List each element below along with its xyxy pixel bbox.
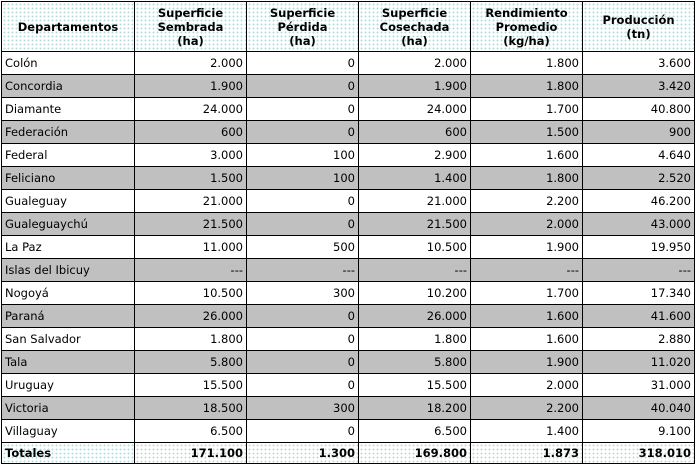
cell-superficie-sembrada: 600 — [135, 121, 247, 144]
cell-superficie-cosechada: 10.500 — [359, 236, 471, 259]
cell-produccion: 43.000 — [583, 213, 695, 236]
cell-superficie-cosechada: 6.500 — [359, 420, 471, 443]
cell-superficie-perdida: 0 — [247, 328, 359, 351]
table-row — [2, 121, 695, 144]
cell-rendimiento-promedio: 2.000 — [471, 213, 583, 236]
cell-superficie-sembrada: 26.000 — [135, 305, 247, 328]
cell-superficie-cosechada: 600 — [359, 121, 471, 144]
cell-departamento: Diamante — [2, 98, 135, 121]
table-row — [2, 328, 695, 351]
cell-rendimiento-promedio: 1.400 — [471, 420, 583, 443]
cell-departamento: Federal — [2, 144, 135, 167]
cell-superficie-perdida: 0 — [247, 98, 359, 121]
table-row — [2, 75, 695, 98]
table-row — [2, 236, 695, 259]
total-superficie-cosechada: 169.800 — [359, 443, 471, 464]
cell-produccion: --- — [583, 259, 695, 282]
cell-superficie-perdida: 0 — [247, 351, 359, 374]
column-header-line: (tn) — [626, 26, 651, 41]
cell-superficie-sembrada: 10.500 — [135, 282, 247, 305]
column-header-produccion — [583, 2, 695, 52]
column-header-line: Sembrada — [157, 19, 224, 34]
cell-superficie-sembrada: 3.000 — [135, 144, 247, 167]
cell-superficie-perdida: 0 — [247, 213, 359, 236]
column-header-line: Pérdida — [277, 19, 328, 34]
cell-rendimiento-promedio: --- — [471, 259, 583, 282]
cell-produccion: 4.640 — [583, 144, 695, 167]
production-table — [1, 1, 695, 464]
column-header-line: Cosechada — [379, 19, 450, 34]
cell-departamento: Tala — [2, 351, 135, 374]
cell-rendimiento-promedio: 1.600 — [471, 144, 583, 167]
cell-departamento: La Paz — [2, 236, 135, 259]
table-row — [2, 374, 695, 397]
column-header-rendimiento-promedio — [471, 2, 583, 52]
total-superficie-sembrada: 171.100 — [135, 443, 247, 464]
total-produccion: 318.010 — [583, 443, 695, 464]
cell-superficie-cosechada: 21.000 — [359, 190, 471, 213]
cell-rendimiento-promedio: 1.700 — [471, 282, 583, 305]
cell-superficie-sembrada: 5.800 — [135, 351, 247, 374]
cell-produccion: 17.340 — [583, 282, 695, 305]
table-row — [2, 305, 695, 328]
cell-departamento: Federación — [2, 121, 135, 144]
cell-superficie-perdida: 0 — [247, 121, 359, 144]
cell-superficie-sembrada: 6.500 — [135, 420, 247, 443]
cell-produccion: 2.520 — [583, 167, 695, 190]
cell-rendimiento-promedio: 1.900 — [471, 236, 583, 259]
table-row — [2, 98, 695, 121]
column-header-line: Promedio — [495, 19, 558, 34]
cell-superficie-perdida: 500 — [247, 236, 359, 259]
cell-rendimiento-promedio: 2.200 — [471, 190, 583, 213]
cell-produccion: 900 — [583, 121, 695, 144]
table-row — [2, 397, 695, 420]
cell-superficie-sembrada: 18.500 — [135, 397, 247, 420]
cell-departamento: Gualeguaychú — [2, 213, 135, 236]
table-row — [2, 52, 695, 75]
cell-superficie-sembrada: 1.800 — [135, 328, 247, 351]
cell-superficie-perdida: 0 — [247, 420, 359, 443]
cell-superficie-cosechada: --- — [359, 259, 471, 282]
column-header-departamento — [2, 2, 135, 52]
total-departamento: Totales — [2, 443, 135, 464]
cell-superficie-sembrada: 24.000 — [135, 98, 247, 121]
cell-superficie-sembrada: 15.500 — [135, 374, 247, 397]
cell-departamento: Gualeguay — [2, 190, 135, 213]
cell-produccion: 40.800 — [583, 98, 695, 121]
cell-departamento: Victoria — [2, 397, 135, 420]
column-header-line: (ha) — [177, 33, 204, 48]
cell-departamento: Paraná — [2, 305, 135, 328]
cell-produccion: 3.420 — [583, 75, 695, 98]
cell-rendimiento-promedio: 1.900 — [471, 351, 583, 374]
cell-superficie-perdida: 0 — [247, 52, 359, 75]
cell-rendimiento-promedio: 1.800 — [471, 167, 583, 190]
cell-superficie-sembrada: 21.500 — [135, 213, 247, 236]
cell-rendimiento-promedio: 1.800 — [471, 52, 583, 75]
cell-rendimiento-promedio: 1.500 — [471, 121, 583, 144]
cell-departamento: Uruguay — [2, 374, 135, 397]
cell-produccion: 40.040 — [583, 397, 695, 420]
column-header-line: (ha) — [289, 33, 316, 48]
cell-superficie-cosechada: 5.800 — [359, 351, 471, 374]
cell-departamento: Concordia — [2, 75, 135, 98]
cell-superficie-cosechada: 2.000 — [359, 52, 471, 75]
cell-superficie-cosechada: 15.500 — [359, 374, 471, 397]
header-row — [2, 2, 695, 52]
cell-superficie-perdida: 300 — [247, 282, 359, 305]
total-rendimiento-promedio: 1.873 — [471, 443, 583, 464]
table-row — [2, 144, 695, 167]
table-row — [2, 351, 695, 374]
cell-superficie-sembrada: --- — [135, 259, 247, 282]
table-row — [2, 282, 695, 305]
cell-superficie-cosechada: 1.900 — [359, 75, 471, 98]
table-row — [2, 213, 695, 236]
cell-superficie-cosechada: 24.000 — [359, 98, 471, 121]
cell-superficie-sembrada: 1.500 — [135, 167, 247, 190]
cell-produccion: 11.020 — [583, 351, 695, 374]
cell-superficie-cosechada: 21.500 — [359, 213, 471, 236]
table-row — [2, 167, 695, 190]
cell-produccion: 9.100 — [583, 420, 695, 443]
table-body — [2, 52, 695, 443]
cell-superficie-cosechada: 26.000 — [359, 305, 471, 328]
cell-rendimiento-promedio: 1.600 — [471, 305, 583, 328]
cell-produccion: 2.880 — [583, 328, 695, 351]
totals-row — [2, 443, 695, 464]
cell-superficie-perdida: 300 — [247, 397, 359, 420]
cell-superficie-perdida: --- — [247, 259, 359, 282]
cell-produccion: 41.600 — [583, 305, 695, 328]
cell-produccion: 3.600 — [583, 52, 695, 75]
cell-rendimiento-promedio: 2.000 — [471, 374, 583, 397]
cell-superficie-cosechada: 1.400 — [359, 167, 471, 190]
cell-produccion: 19.950 — [583, 236, 695, 259]
cell-superficie-perdida: 0 — [247, 75, 359, 98]
cell-departamento: Feliciano — [2, 167, 135, 190]
column-header-line: Rendimiento — [485, 5, 568, 20]
column-header-line: Departamentos — [17, 19, 119, 34]
cell-superficie-cosechada: 2.900 — [359, 144, 471, 167]
cell-superficie-cosechada: 18.200 — [359, 397, 471, 420]
cell-superficie-cosechada: 1.800 — [359, 328, 471, 351]
column-header-line: Producción — [602, 12, 675, 27]
cell-produccion: 31.000 — [583, 374, 695, 397]
table-row — [2, 190, 695, 213]
column-header-line: (ha) — [401, 33, 428, 48]
cell-superficie-sembrada: 11.000 — [135, 236, 247, 259]
table-row — [2, 259, 695, 282]
table-row — [2, 420, 695, 443]
column-header-line: Superficie — [269, 5, 336, 20]
cell-rendimiento-promedio: 1.700 — [471, 98, 583, 121]
cell-superficie-perdida: 0 — [247, 190, 359, 213]
cell-rendimiento-promedio: 2.200 — [471, 397, 583, 420]
cell-superficie-sembrada: 1.900 — [135, 75, 247, 98]
column-header-superficie-cosechada — [359, 2, 471, 52]
cell-superficie-perdida: 0 — [247, 374, 359, 397]
column-header-superficie-sembrada — [135, 2, 247, 52]
column-header-superficie-perdida — [247, 2, 359, 52]
column-header-line: Superficie — [157, 5, 224, 20]
cell-superficie-sembrada: 2.000 — [135, 52, 247, 75]
cell-rendimiento-promedio: 1.800 — [471, 75, 583, 98]
cell-departamento: Nogoyá — [2, 282, 135, 305]
cell-departamento: San Salvador — [2, 328, 135, 351]
cell-produccion: 46.200 — [583, 190, 695, 213]
column-header-line: (kg/ha) — [503, 33, 550, 48]
cell-departamento: Colón — [2, 52, 135, 75]
cell-departamento: Islas del Ibicuy — [2, 259, 135, 282]
cell-departamento: Villaguay — [2, 420, 135, 443]
cell-superficie-perdida: 0 — [247, 305, 359, 328]
column-header-line: Superficie — [381, 5, 448, 20]
cell-superficie-perdida: 100 — [247, 167, 359, 190]
cell-superficie-cosechada: 10.200 — [359, 282, 471, 305]
cell-superficie-perdida: 100 — [247, 144, 359, 167]
cell-superficie-sembrada: 21.000 — [135, 190, 247, 213]
total-superficie-perdida: 1.300 — [247, 443, 359, 464]
cell-rendimiento-promedio: 1.600 — [471, 328, 583, 351]
